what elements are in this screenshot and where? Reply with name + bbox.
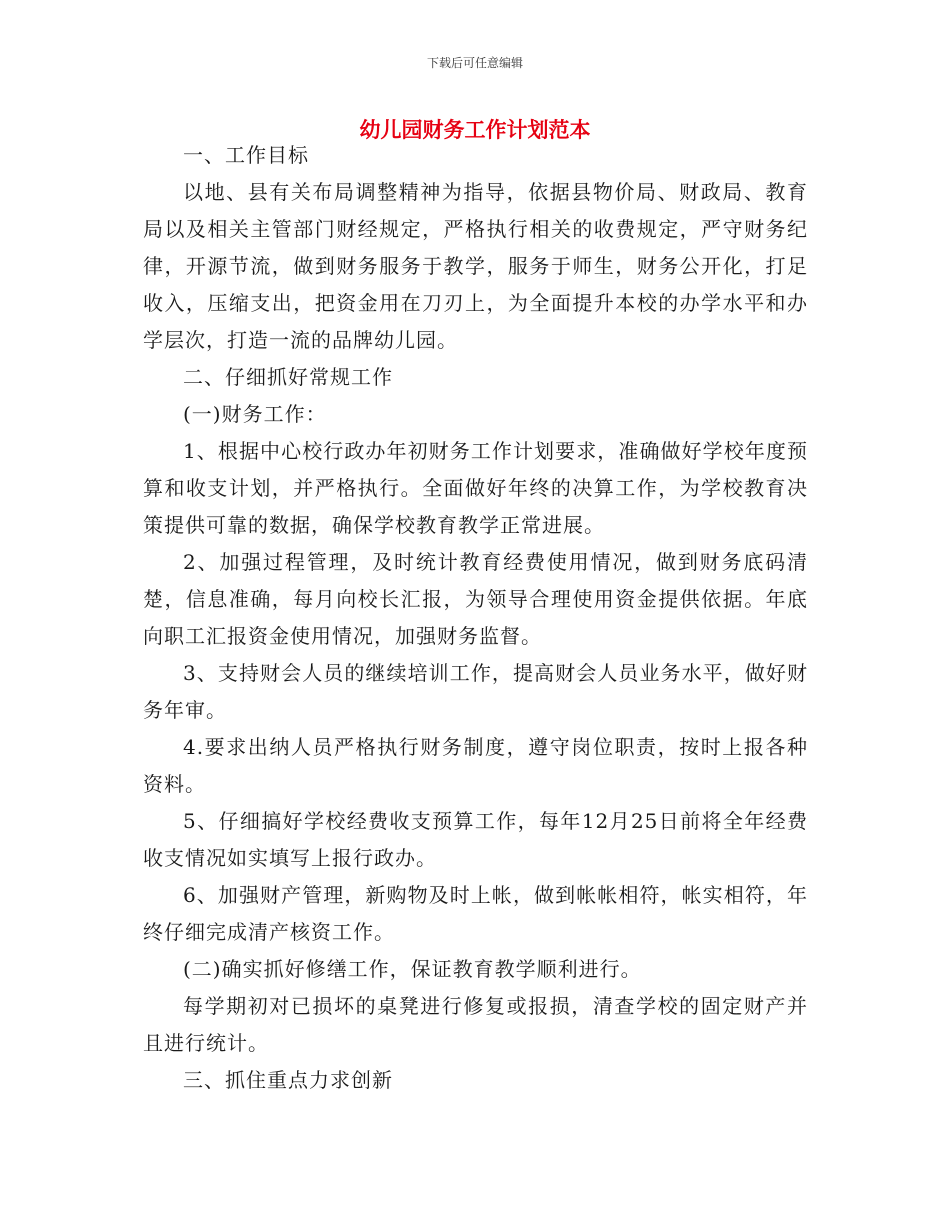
document-body	[143, 137, 808, 1099]
section-heading-2: 二、仔细抓好常规工作	[183, 365, 393, 389]
section-heading-3: 三、抓住重点力求创新	[183, 1068, 393, 1092]
paragraph-goal: 以地、县有关布局调整精神为指导，依据县物价局、财政局、教育局以及相关主管部门财经规定，严格执行相关的收费规定，严守财务纪律，开源节流，做到财务服务于教学，服务于师生，财务公开化，打足收入，压缩支出，把资金用在刀刃上，为全面提升本校的办学水平和办学层次，打造一流的品牌幼儿园。	[143, 180, 808, 352]
section-heading-1: 一、工作目标	[183, 143, 309, 167]
subsection-heading-1: (一)财务工作：	[183, 402, 327, 426]
list-item-5: 5、仔细搞好学校经费收支预算工作，每年12月25日前将全年经费收支情况如实填写上报行政办。	[143, 809, 808, 870]
document-title: 幼儿园财务工作计划范本	[359, 118, 591, 142]
paragraph-repair: 每学期初对已损坏的桌凳进行修复或报损，清查学校的固定财产并且进行统计。	[143, 994, 808, 1055]
page-header-note: 下载后可任意编辑	[426, 56, 523, 70]
list-item-2: 2、加强过程管理，及时统计教育经费使用情况，做到财务底码清楚，信息准确，每月向校长汇报，为领导合理使用资金提供依据。年底向职工汇报资金使用情况，加强财务监督。	[143, 550, 808, 648]
list-item-6: 6、加强财产管理，新购物及时上帐，做到帐帐相符，帐实相符，年终仔细完成清产核资工作。	[143, 883, 808, 944]
list-item-4: 4.要求出纳人员严格执行财务制度，遵守岗位职责，按时上报各种资料。	[143, 735, 808, 796]
list-item-1: 1、根据中心校行政办年初财务工作计划要求，准确做好学校年度预算和收支计划，并严格执行。全面做好年终的决算工作，为学校教育决策提供可靠的数据，确保学校教育教学正常进展。	[143, 439, 808, 537]
list-item-3: 3、支持财会人员的继续培训工作，提高财会人员业务水平，做好财务年审。	[143, 661, 808, 722]
subsection-heading-2: (二)确实抓好修缮工作，保证教育教学顺利进行。	[183, 957, 642, 981]
